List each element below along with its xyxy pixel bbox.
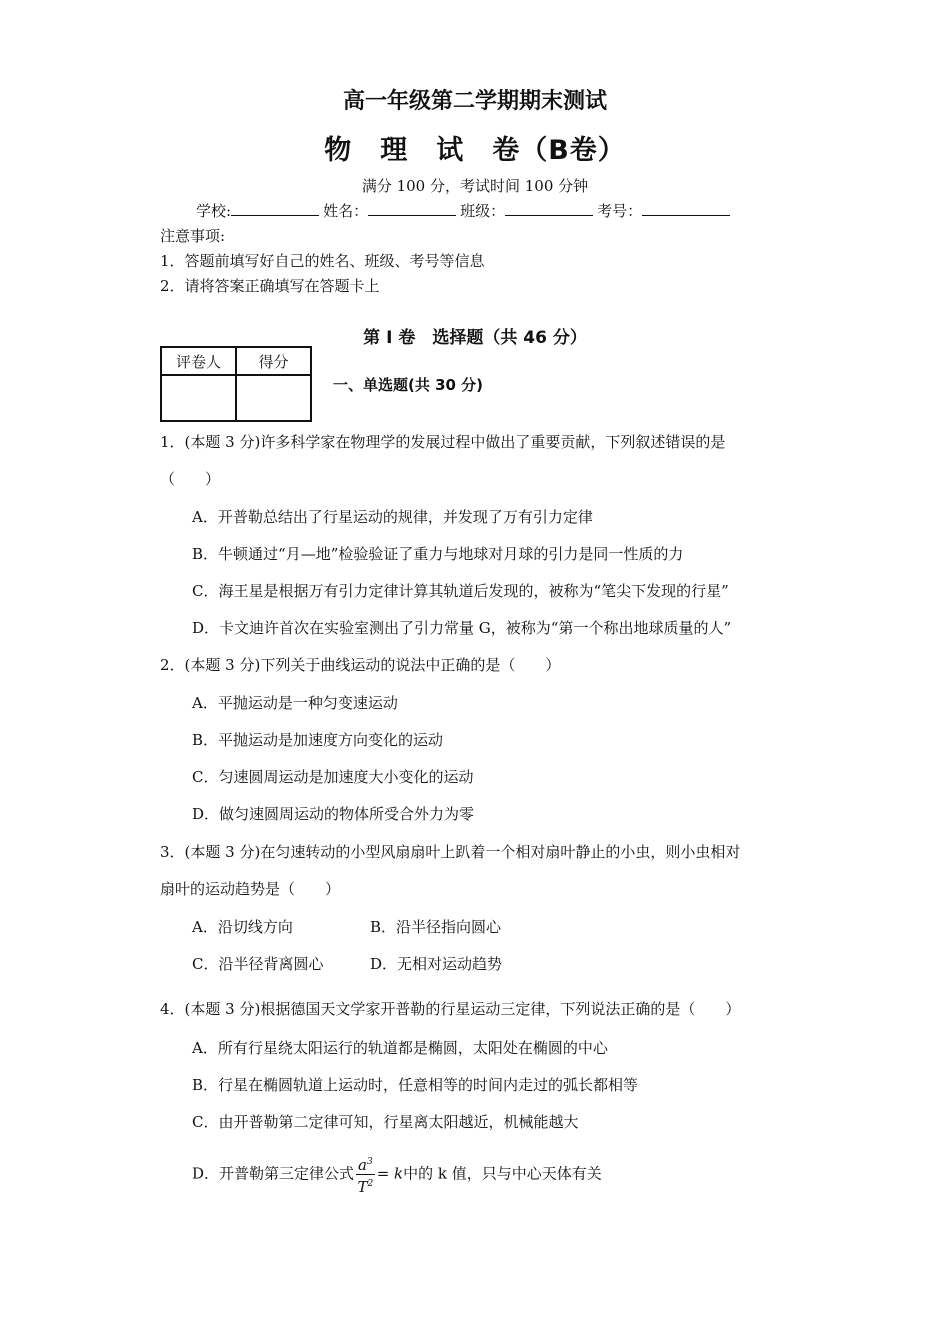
part-heading: 一、单选题(共 30 分) [333, 376, 484, 394]
class-blank[interactable] [505, 200, 593, 216]
formula-den-exp: 2 [367, 1179, 374, 1189]
score-header: 得分 [236, 347, 311, 375]
question-option: C．匀速圆周运动是加速度大小变化的运动 [192, 768, 474, 786]
formula-rhs: = k [376, 1164, 404, 1183]
question-option: A．所有行星绕太阳运行的轨道都是椭圆，太阳处在椭圆的中心 [192, 1039, 608, 1057]
question-stem: 1．(本题 3 分)许多科学家在物理学的发展过程中做出了重要贡献，下列叙述错误的是 [160, 433, 726, 451]
question-stem: 3．(本题 3 分)在匀速转动的小型风扇扇叶上趴着一个相对扇叶静止的小虫，则小虫相对 [160, 843, 741, 861]
formula-num-exp: 3 [366, 1157, 373, 1167]
question-option: B．沿半径指向圆心 [370, 918, 502, 936]
note-item: 2．请将答案正确填写在答题卡上 [160, 277, 380, 295]
question-option: A．平抛运动是一种匀变速运动 [192, 694, 398, 712]
kepler-formula [356, 1153, 375, 1196]
school-blank[interactable] [231, 200, 319, 216]
exam-subtitle: 满分 100 分，考试时间 100 分钟 [361, 177, 589, 195]
question-option: A．沿切线方向 [192, 918, 293, 936]
formula-num: a [358, 1156, 367, 1174]
grader-header: 评卷人 [161, 347, 236, 375]
score-cell[interactable] [236, 375, 311, 421]
exam-no-label: 考号： [597, 202, 643, 220]
question-stem: 2．(本题 3 分)下列关于曲线运动的说法中正确的是（ ） [160, 656, 561, 674]
question-option: D．无相对运动趋势 [370, 955, 503, 973]
school-label: 学校: [196, 202, 232, 220]
question-stem-cont: （ ） [160, 470, 221, 488]
exam-header-title: 高一年级第二学期期末测试 [342, 89, 607, 114]
question-stem: 4．(本题 3 分)根据德国天文学家开普勒的行星运动三定律，下列说法正确的是（ ） [160, 1000, 741, 1018]
question-option: B．行星在椭圆轨道上运动时，任意相等的时间内走过的弧长都相等 [192, 1076, 639, 1094]
name-label: 姓名： [323, 202, 369, 220]
option-text-tail: 中的 k 值，只与中心天体有关 [403, 1164, 602, 1183]
question-option: D．卡文迪许首次在实验室测出了引力常量 G，被称为“第一个称出地球质量的人” [192, 619, 732, 637]
exam-subject-title: 物 理 试 卷（B卷） [324, 135, 626, 166]
student-info-line [196, 200, 734, 221]
grade-table [160, 346, 312, 422]
question-option: C．由开普勒第二定律可知，行星离太阳越近，机械能越大 [192, 1113, 579, 1131]
formula-den: T [357, 1178, 368, 1196]
question-option-formula [192, 1153, 602, 1196]
grader-cell[interactable] [161, 375, 236, 421]
question-option: B．牛顿通过“月—地”检验验证了重力与地球对月球的引力是同一性质的力 [192, 545, 684, 563]
question-option: B．平抛运动是加速度方向变化的运动 [192, 731, 444, 749]
section-title: 第 I 卷 选择题（共 46 分） [363, 328, 587, 348]
question-option: D．做匀速圆周运动的物体所受合外力为零 [192, 805, 475, 823]
question-stem-cont: 扇叶的运动趋势是（ ） [160, 880, 341, 898]
name-blank[interactable] [368, 200, 456, 216]
option-text: D．开普勒第三定律公式 [192, 1164, 355, 1183]
question-option: A．开普勒总结出了行星运动的规律，并发现了万有引力定律 [192, 508, 593, 526]
note-item: 1．答题前填写好自己的姓名、班级、考号等信息 [160, 252, 485, 270]
exam-no-blank[interactable] [642, 200, 730, 216]
class-label: 班级： [460, 202, 506, 220]
question-option: C．沿半径背离圆心 [192, 955, 324, 973]
notes-heading: 注意事项: [160, 227, 226, 245]
question-option: C．海王星是根据万有引力定律计算其轨道后发现的，被称为“笔尖下发现的行星” [192, 582, 729, 600]
